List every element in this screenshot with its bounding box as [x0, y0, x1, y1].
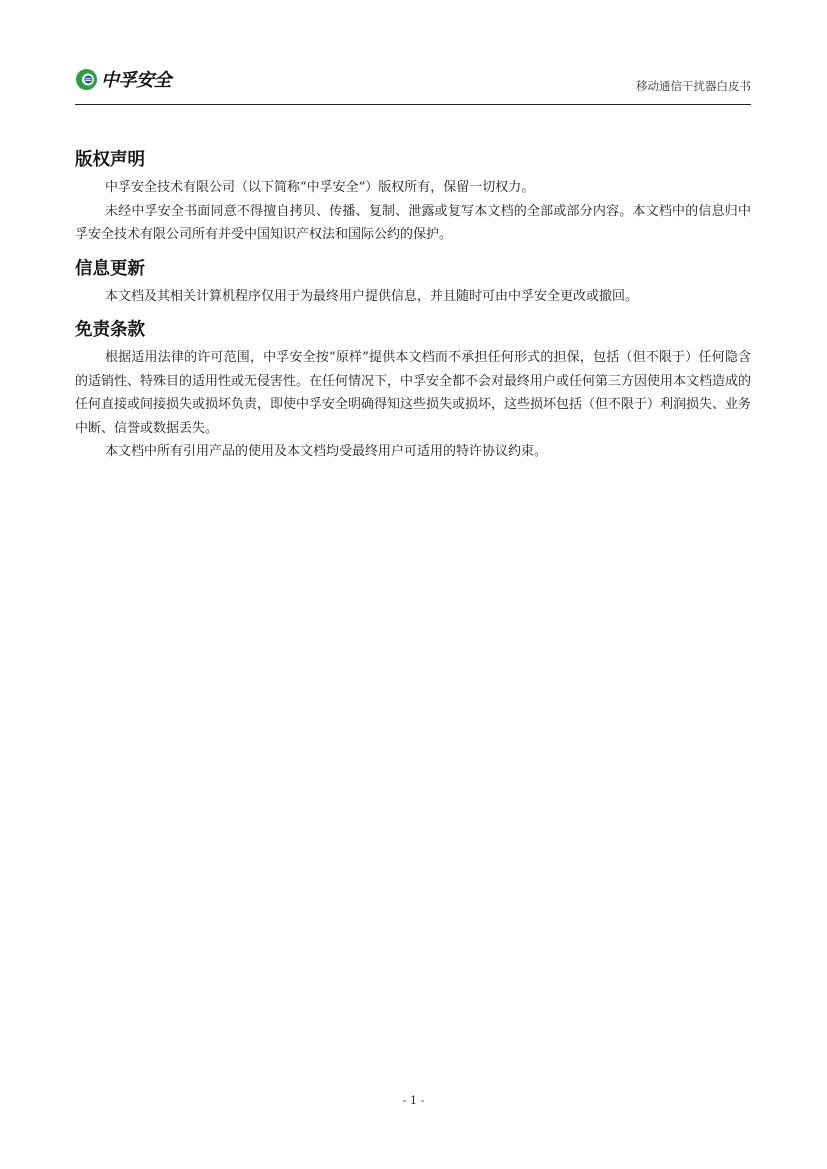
section-heading: 免责条款 — [75, 320, 145, 340]
section-heading: 信息更新 — [75, 258, 145, 279]
document-title: 移动通信干扰器白皮书 — [636, 79, 751, 93]
section-disclaimer — [75, 318, 751, 464]
page-content — [75, 148, 751, 474]
paragraph: 未经中孚安全书面同意不得擅自拷贝、传播、复制、泄露或复写本文档的全部或部分内容。本文档中的信息归中孚安全技术有限公司所有并受中国知识产权法和国际公约的保护。 — [75, 203, 751, 242]
logo-text: 中孚安全 — [101, 70, 171, 91]
paragraph: 根据适用法律的许可范围，中孚安全按“原样”提供本文档而不承担任何形式的担保，包括（但不限于）任何隐含的适销性、特殊目的适用性或无侵害性。在任何情况下，中孚安全都不会对最终用户或任何第三方因使用本文档造成的任何直接或间接损失或损坏负责，即使中孚安全明确得知这些损失或损坏，这些损坏包括（但不限于）利润损失、业务中断、信誉或数据丢失。 — [75, 350, 752, 436]
company-logo — [75, 66, 171, 92]
paragraph: 中孚安全技术有限公司（以下简称“中孚安全”）版权所有，保留一切权力。 — [105, 180, 535, 195]
page-number: - 1 - — [402, 1094, 425, 1107]
page-header — [75, 64, 751, 105]
logo-icon — [75, 68, 98, 91]
paragraph: 本文档及其相关计算机程序仅用于为最终用户提供信息，并且随时可由中孚安全更改或撤回。 — [105, 288, 639, 304]
section-copyright — [75, 148, 751, 247]
paragraph: 本文档中所有引用产品的使用及本文档均受最终用户可适用的特许协议约束。 — [105, 444, 548, 459]
section-heading: 版权声明 — [75, 150, 145, 170]
section-info-update — [75, 257, 751, 309]
